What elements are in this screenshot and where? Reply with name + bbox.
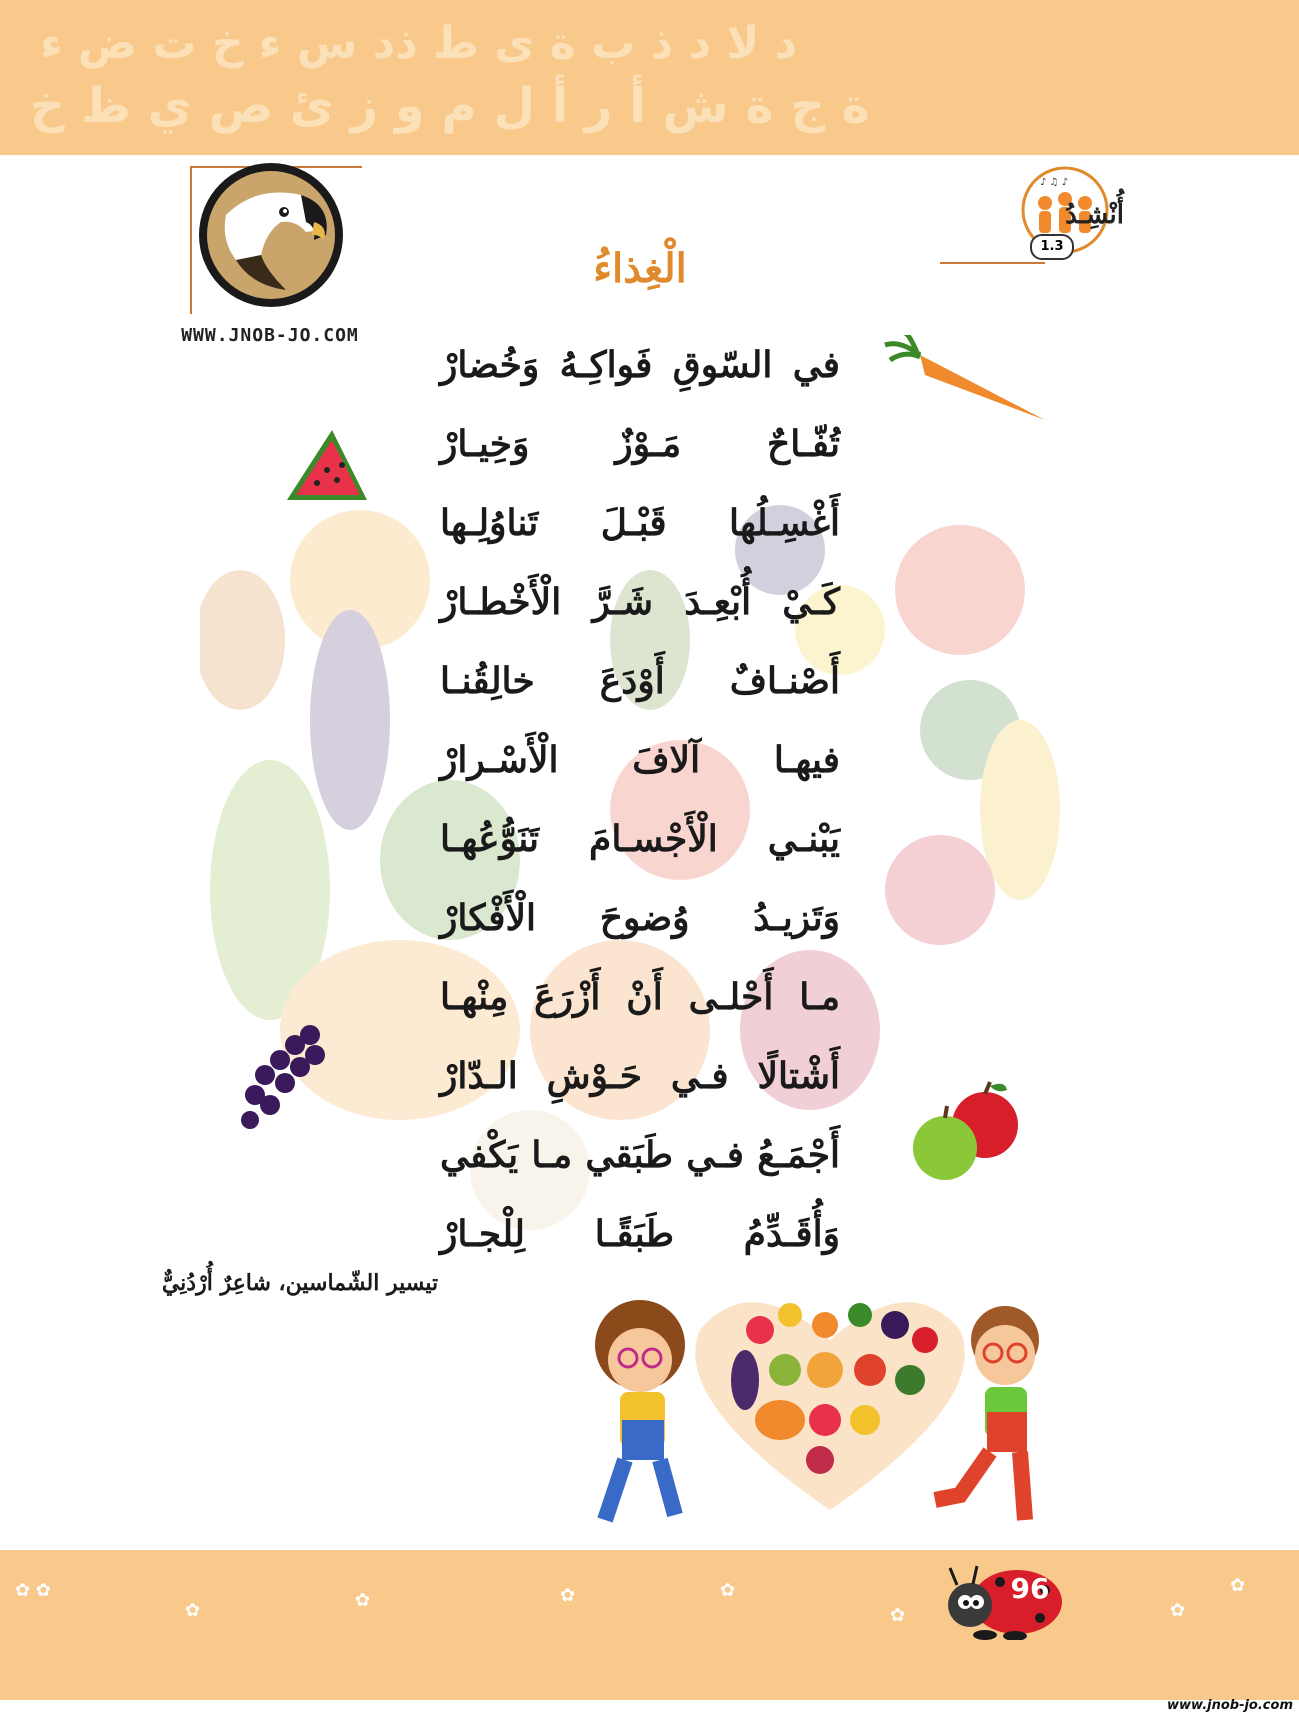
verse-1: في السّوقِ فَواكِـهُ وَخُضارْ: [440, 344, 840, 386]
top-banner: [0, 0, 1299, 155]
verse-8: وَتَزيـدُ وُضوحَ الْأَفْكارْ: [440, 897, 840, 939]
eagle-logo-icon: [196, 160, 346, 310]
children-fruit-illustration: [580, 1270, 1080, 1570]
flower-decoration: ✿ ✿: [15, 1580, 51, 1601]
section-title: أُنْشِـدُ: [1065, 200, 1124, 230]
decorative-letters: ﺩ ﻻ ﺩ ﺫ ﺏ ﺓ ﻯ ﻁ ﺫﺩ ﺱ ﺀ ﺥ ﺕ ﺽ ﺀ: [40, 18, 798, 69]
flower-decoration: ✿: [1170, 1600, 1186, 1621]
bottom-banner: [0, 1550, 1299, 1700]
page-number: 96: [1010, 1572, 1050, 1605]
verse-6: فيهـا آلافَ الْأَسْـرارْ: [440, 739, 840, 781]
apples-icon: [905, 1080, 1025, 1185]
verse-11: أَجْمَـعُ فـي طَبَقي مـا يَكْفي: [440, 1134, 840, 1176]
verse-7: يَبْنـي الْأَجْسـامَ تَنَوُّعُهـا: [440, 818, 840, 860]
verse-3: أَغْسِـلُها قَبْـلَ تَناوُلِـها: [440, 502, 840, 544]
flower-decoration: ✿: [185, 1600, 201, 1621]
section-underline: [940, 262, 1045, 264]
logo-url: WWW.JNOB-JO.COM: [181, 325, 359, 346]
flower-decoration: ✿: [560, 1585, 576, 1606]
flower-decoration: ✿: [1230, 1575, 1246, 1596]
poem-title: الْغِذاءُ: [593, 245, 687, 292]
svg-text:♪ ♫ ♪: ♪ ♫ ♪: [1040, 177, 1069, 188]
verse-5: أَصْنـافٌ أَوْدَعَ خالِقُنـا: [440, 660, 840, 702]
verse-12: وَأُقَـدِّمُ طَبَقًـا لِلْجـارْ: [440, 1213, 840, 1255]
grapes-icon: [230, 1015, 340, 1135]
verse-10: أَشْتالًا فـي حَـوْشِ الـدّارْ: [440, 1055, 840, 1097]
watermelon-icon: [282, 425, 372, 510]
section-number-badge: 1.3: [1030, 234, 1074, 260]
verse-9: مـا أَحْلـى أَنْ أَزْرَعَ مِنْهـا: [440, 976, 840, 1018]
flower-decoration: ✿: [720, 1580, 736, 1601]
verse-4: كَـيْ أُبْعِـدَ شَـرَّ الْأَخْطـارْ: [440, 581, 840, 623]
flower-decoration: ✿: [355, 1590, 371, 1611]
footer-url: www.jnob-jo.com: [1167, 1698, 1293, 1713]
flower-decoration: ✿: [890, 1605, 906, 1626]
carrot-icon: [880, 335, 1050, 425]
poem-verses: [440, 326, 840, 1274]
verse-2: تُفّـاحٌ مَـوْزٌ وَخِيـارْ: [440, 423, 840, 465]
poem-author: تيسير الشّماسين، شاعِرٌ أُرْدُنِيٌّ: [161, 1270, 439, 1296]
decorative-letters-row2: ﺓ ﺝ ﺓ ﺵ ﺃ ﺭ ﺃ ﻝ ﻡ ﻭ ﺯ ﺉ ﺹ ﻱ ﻅ ﺥ: [30, 78, 870, 134]
